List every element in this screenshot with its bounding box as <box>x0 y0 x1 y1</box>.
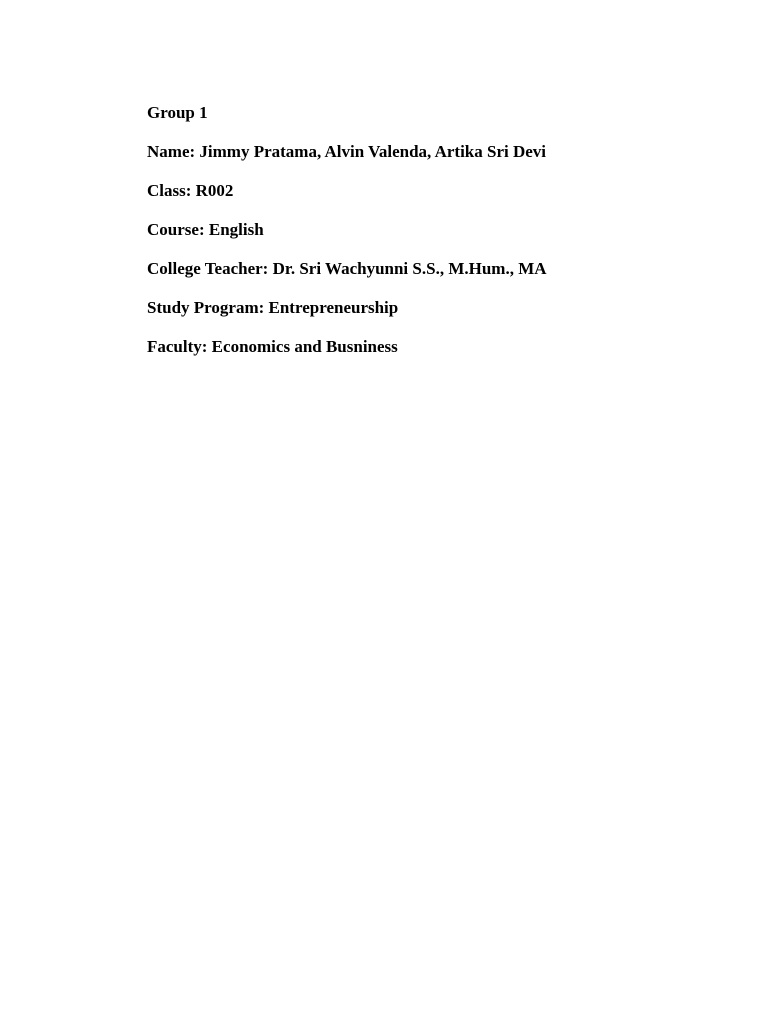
study-program-line: Study Program: Entrepreneurship <box>147 298 399 317</box>
name-line: Name: Jimmy Pratama, Alvin Valenda, Artika Sri Devi <box>147 142 547 161</box>
group-line: Group 1 <box>147 103 208 122</box>
cover-info-block <box>147 102 707 375</box>
class-line: Class: R002 <box>147 181 234 200</box>
faculty-line: Faculty: Economics and Busniness <box>147 337 398 356</box>
course-line: Course: English <box>147 220 264 239</box>
college-teacher-line: College Teacher: Dr. Sri Wachyunni S.S., M.Hum., MA <box>147 259 547 278</box>
